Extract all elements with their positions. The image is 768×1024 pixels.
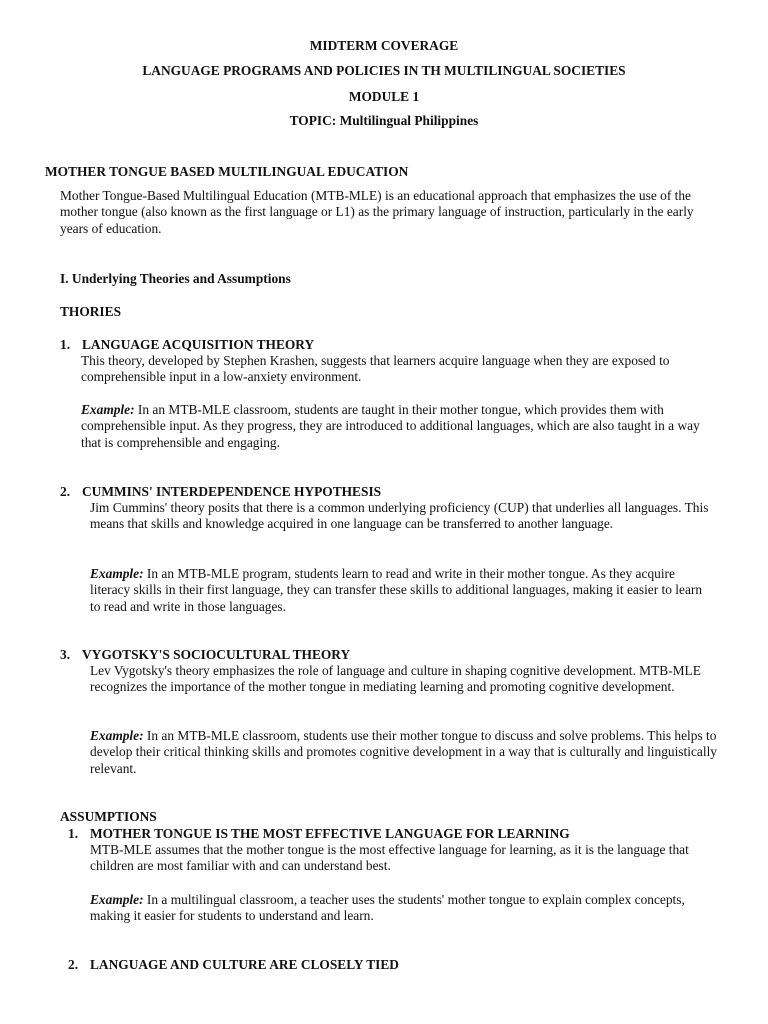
theories-heading: THORIES: [60, 304, 122, 319]
theory-3-body: Lev Vygotsky's theory emphasizes the role of language and culture in shaping cognitive development. MTB-MLE recognizes the importance of the mother tongue in mediating learning and promoting cognitive development.: [90, 663, 701, 695]
example-label: Example:: [81, 402, 135, 417]
section-title: MOTHER TONGUE BASED MULTILINGUAL EDUCATION: [45, 164, 409, 179]
example-text: In an MTB-MLE program, students learn to read and write in their mother tongue. As they acquire literacy skills in their first language, they can transfer these skills to additional languages, making it easier to learn to read and write in those languages.: [90, 566, 703, 614]
assumption-1-title: MOTHER TONGUE IS THE MOST EFFECTIVE LANGUAGE FOR LEARNING: [90, 826, 570, 841]
theory-2-example: [90, 566, 715, 615]
theory-1-title: LANGUAGE ACQUISITION THEORY: [82, 337, 315, 352]
part-heading: I. Underlying Theories and Assumptions: [60, 271, 291, 286]
assumption-1-number: 1.: [68, 826, 79, 841]
example-text: In an MTB-MLE classroom, students use their mother tongue to discuss and solve problems. This helps to develop their critical thinking skills and promotes cognitive development in a way that is culturally and linguistically relevant.: [90, 728, 717, 776]
example-text: In a multilingual classroom, a teacher uses the students' mother tongue to explain complex concepts, making it easier for students to understand and learn.: [90, 892, 685, 924]
example-label: Example:: [90, 892, 144, 907]
theory-3-title: VYGOTSKY'S SOCIOCULTURAL THEORY: [82, 647, 351, 662]
theory-2-number: 2.: [60, 484, 71, 499]
theory-2-title: CUMMINS' INTERDEPENDENCE HYPOTHESIS: [82, 484, 382, 499]
theory-2-body: Jim Cummins' theory posits that there is a common underlying proficiency (CUP) that underlies all languages. This means that skills and knowledge acquired in one language can be transferred to another language.: [90, 500, 709, 532]
theory-3-example: [90, 728, 720, 777]
header-course-title: LANGUAGE PROGRAMS AND POLICIES IN TH MULTILINGUAL SOCIETIES: [142, 63, 626, 78]
theory-1-example: [81, 402, 721, 451]
theory-1-number: 1.: [60, 337, 71, 352]
assumptions-heading: ASSUMPTIONS: [60, 809, 157, 824]
header-module: MODULE 1: [348, 89, 420, 104]
assumption-1-example: [90, 892, 710, 925]
assumption-2-number: 2.: [68, 957, 79, 972]
assumption-1-body: MTB-MLE assumes that the mother tongue is the most effective language for learning, as it is the language that children are most familiar with and can understand best.: [90, 842, 689, 874]
header-topic: TOPIC: Multilingual Philippines: [289, 113, 479, 128]
theory-1-body: This theory, developed by Stephen Krashen, suggests that learners acquire language when they are exposed to comprehensible input in a low-anxiety environment.: [81, 353, 670, 385]
section-intro: Mother Tongue-Based Multilingual Education (MTB-MLE) is an educational approach that emphasizes the use of the mother tongue (also known as the first language or L1) as the primary language of instruction, particularly in the early years of education.: [60, 188, 694, 236]
header-coverage: MIDTERM COVERAGE: [309, 38, 459, 53]
example-label: Example:: [90, 566, 144, 581]
theory-3-number: 3.: [60, 647, 71, 662]
example-label: Example:: [90, 728, 144, 743]
example-text: In an MTB-MLE classroom, students are taught in their mother tongue, which provides them with comprehensible input. As they progress, they are introduced to additional languages, which are also taught in a way that is comprehensible and engaging.: [81, 402, 700, 450]
assumption-2-title: LANGUAGE AND CULTURE ARE CLOSELY TIED: [90, 957, 399, 972]
